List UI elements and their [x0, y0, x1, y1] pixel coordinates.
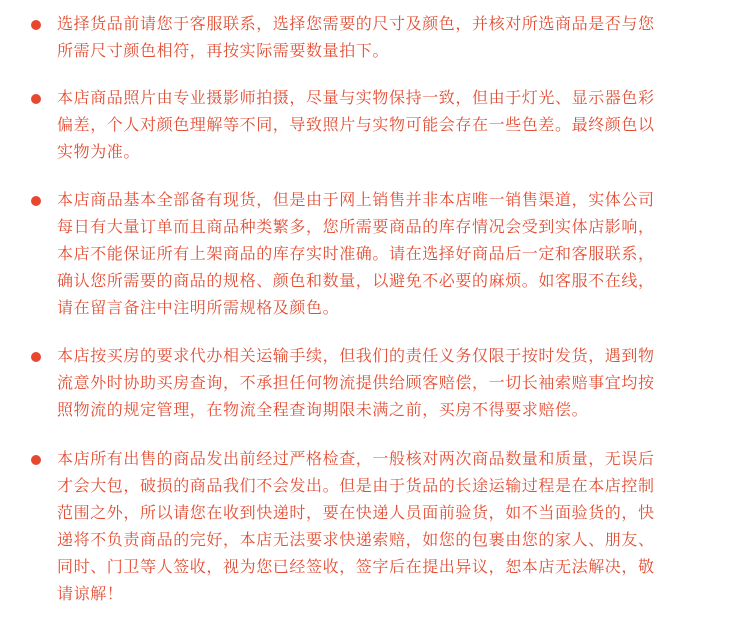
- notice-text: [57, 445, 707, 607]
- notice-line: 本店按买房的要求代办相关运输手续，但我们的责任义务仅限于按时发货，遇到物: [57, 346, 655, 365]
- notice-line: 范围之外，所以请您在收到快递时，要在快递人员面前验货，如不当面验货的，快: [57, 503, 655, 522]
- notice-line: 递将不负责商品的完好，本店无法要求快递索赔，如您的包裹由您的家人、朋友、: [57, 530, 655, 549]
- notice-line: 所需尺寸颜色相符，再按实际需要数量拍下。: [57, 41, 390, 60]
- bullet-dot-icon: [31, 352, 41, 362]
- notice-line: 请在留言备注中注明所需规格及颜色。: [57, 298, 340, 317]
- bullet-dot-icon: [31, 94, 41, 104]
- notice-line: 选择货品前请您于客服联系，选择您需要的尺寸及颜色，并核对所选商品是否与您: [57, 14, 655, 33]
- notice-line: 同时、门卫等人签收，视为您已经签收，签字后在提出异议，恕本店无法解决，敬: [57, 557, 655, 576]
- notice-text: [57, 84, 707, 165]
- bullet-dot-icon: [31, 20, 41, 30]
- notice-line: 本店商品照片由专业摄影师拍摄，尽量与实物保持一致，但由于灯光、显示器色彩: [57, 88, 655, 107]
- notice-line: 流意外时协助买房查询，不承担任何物流提供给顾客赔偿，一切长袖索赔事宜均按: [57, 373, 655, 392]
- notice-text: [57, 186, 707, 321]
- notice-line: 实物为准。: [57, 142, 141, 161]
- notice-line: 偏差，个人对颜色理解等不同，导致照片与实物可能会存在一些色差。最终颜色以: [57, 115, 655, 134]
- notice-line: 确认您所需要的商品的规格、颜色和数量，以避免不必要的麻烦。如客服不在线，: [57, 271, 655, 290]
- bullet-dot-icon: [31, 455, 41, 465]
- notice-line: 本店所有出售的商品发出前经过严格检查，一般核对两次商品数量和质量，无误后: [57, 449, 655, 468]
- notice-text: [57, 10, 707, 64]
- notice-line: 本店商品基本全部备有现货，但是由于网上销售并非本店唯一销售渠道，实体公司: [57, 190, 655, 209]
- notice-line: 本店不能保证所有上架商品的库存实时准确。请在选择好商品后一定和客服联系，: [57, 244, 655, 263]
- notice-line: 请谅解！: [57, 584, 124, 603]
- notice-text: [57, 342, 707, 423]
- bullet-dot-icon: [31, 196, 41, 206]
- notice-line: 才会大包，破损的商品我们不会发出。但是由于货品的长途运输过程是在本店控制: [57, 476, 655, 495]
- notice-line: 每日有大量订单而且商品种类繁多，您所需要商品的库存情况会受到实体店影响，: [57, 217, 655, 236]
- notice-line: 照物流的规定管理，在物流全程查询期限未满之前，买房不得要求赔偿。: [57, 400, 589, 419]
